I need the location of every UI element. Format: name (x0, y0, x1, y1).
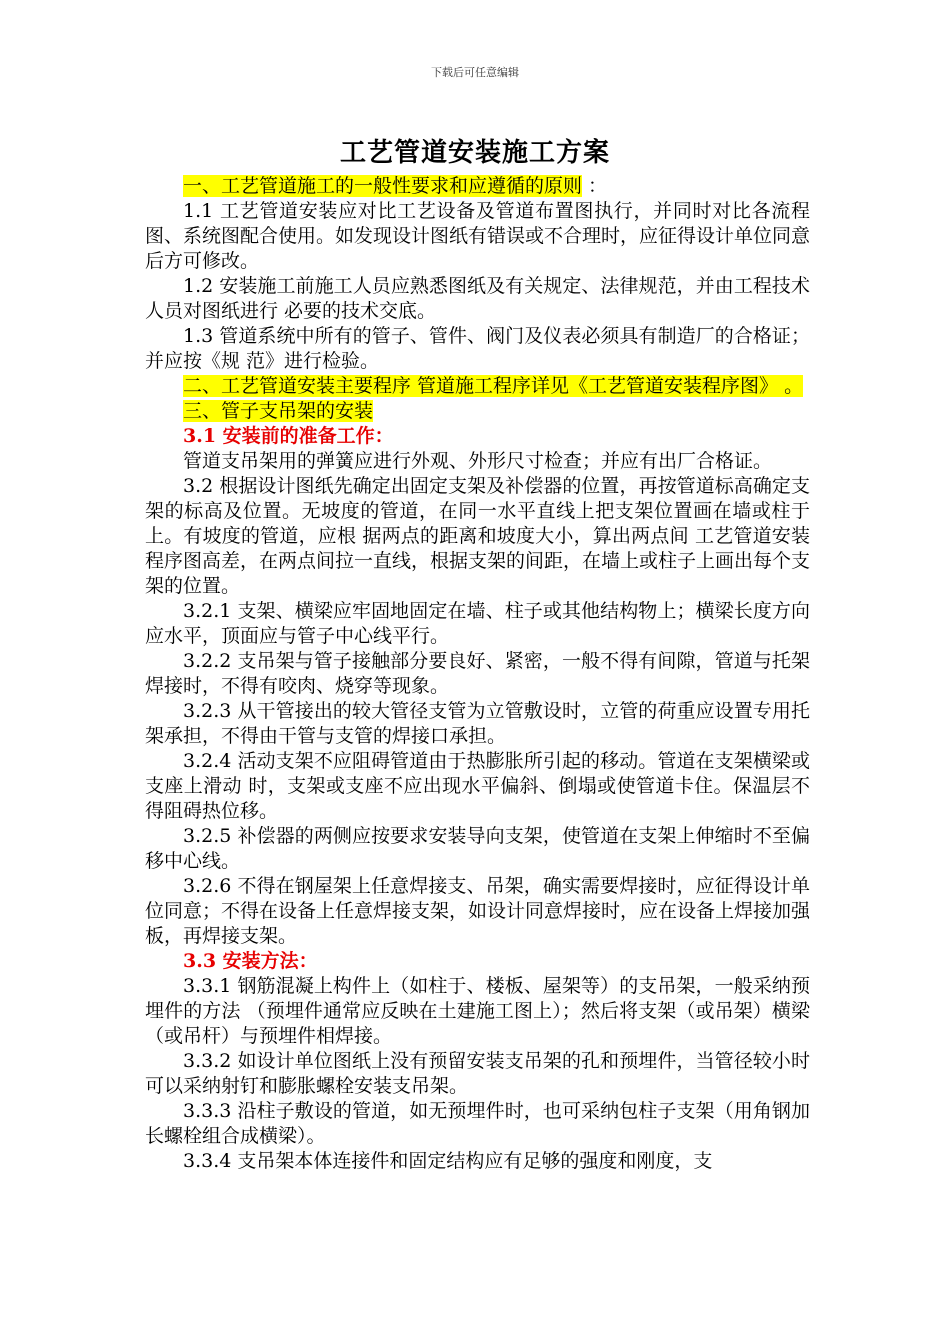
section-1-heading-text: 一、工艺管道施工的一般性要求和应遵循的原则 (183, 175, 583, 197)
paragraph-1-2: 1.2 安装施工前施工人员应熟悉图纸及有关规定、法律规范，并由工程技术人员对图纸进行 必要的技术交底。 (145, 275, 810, 322)
paragraph-1-1: 1.1 工艺管道安装应对比工艺设备及管道布置图执行，并同时对比各流程图、系统图配合使用。如发现设计图纸有错误或不合理时，应征得设计单位同意后方可修改。 (145, 200, 811, 272)
paragraph-3-2-5: 3.2.5 补偿器的两侧应按要求安装导向支架，使管道在支架上伸缩时不至偏移中心线。 (145, 825, 810, 872)
paragraph-1-3: 1.3 管道系统中所有的管子、管件、阀门及仪表必须具有制造厂的合格证；并应按《规 范》进行检验。 (145, 325, 810, 372)
document-title: 工艺管道安装施工方案 (339, 138, 610, 168)
paragraph-3-2-1: 3.2.1 支架、横梁应牢固地固定在墙、柱子或其他结构物上；横梁长度方向应水平，顶面应与管子中心线平行。 (145, 600, 810, 647)
section-3-heading (145, 399, 810, 424)
subsection-3-1-heading: 3.1 安装前的准备工作： (183, 425, 394, 447)
document-body (145, 174, 810, 1174)
paragraph-3-2-4: 3.2.4 活动支架不应阻碍管道由于热膨胀所引起的移动。管道在支架横梁或支座上滑动 时，支架或支座不应出现水平偏斜、倒塌或使管道卡住。保温层不得阻碍热位移。 (145, 750, 810, 822)
header-note: 下载后可任意编辑 (431, 66, 519, 79)
section-2-heading-text: 二、工艺管道安装主要程序 管道施工程序详见《工艺管道安装程序图》 。 (183, 375, 804, 397)
section-3-heading-text: 三、管子支吊架的安装 (183, 400, 374, 422)
paragraph-3-3-1: 3.3.1 钢筋混凝上构件上（如柱于、楼板、屋架等）的支吊架，一般采纳预埋件的方法 （预埋件通常应反映在土建施工图上）；然后将支架（或吊架）横梁（或吊杆）与预埋件相焊接。 (145, 975, 810, 1047)
section-2-heading (145, 374, 810, 399)
paragraph-3-2-6: 3.2.6 不得在钢屋架上任意焊接支、吊架，确实需要焊接时，应征得设计单位同意；不得在设备上任意焊接支架，如设计同意焊接时，应在设备上焊接加强板，再焊接支架。 (145, 875, 811, 947)
paragraph-3-3-3: 3.3.3 沿柱子敷设的管道，如无预埋件时，也可采纳包柱子支架（用角钢加长螺栓组合成横梁）。 (145, 1100, 810, 1147)
paragraph-3-3-2: 3.3.2 如设计单位图纸上没有预留安装支吊架的孔和预埋件，当管径较小时可以采纳射钉和膨胀螺栓安装支吊架。 (145, 1050, 810, 1097)
section-1-heading-tail: ： (582, 175, 608, 197)
paragraph-3-3-4: 3.3.4 支吊架本体连接件和固定结构应有足够的强度和刚度，支 (183, 1150, 713, 1172)
paragraph-3-2-2: 3.2.2 支吊架与管子接触部分要良好、紧密，一般不得有间隙，管道与托架焊接时，不得有咬肉、烧穿等现象。 (145, 650, 810, 697)
subsection-3-3-heading: 3.3 安装方法： (183, 950, 318, 972)
paragraph-3-1: 管道支吊架用的弹簧应进行外观、外形尺寸检查；并应有出厂合格证。 (183, 450, 773, 472)
section-1-heading (145, 174, 810, 199)
paragraph-3-2-3: 3.2.3 从干管接出的较大管径支管为立管敷设时，立管的荷重应设置专用托架承担，不得由干管与支管的焊接口承担。 (145, 700, 810, 747)
paragraph-3-2: 3.2 根据设计图纸先确定出固定支架及补偿器的位置，再按管道标高确定支架的标高及位置。无坡度的管道，在同一水平直线上把支架位置画在墙或柱于上。有坡度的管道，应根 据两点的距离和坡度大小，算出两点间 工艺管道安装程序图高差，在两点间拉一直线，根据支架的间距，在墙上或柱子上画出每个支架的位置。 (145, 475, 811, 597)
